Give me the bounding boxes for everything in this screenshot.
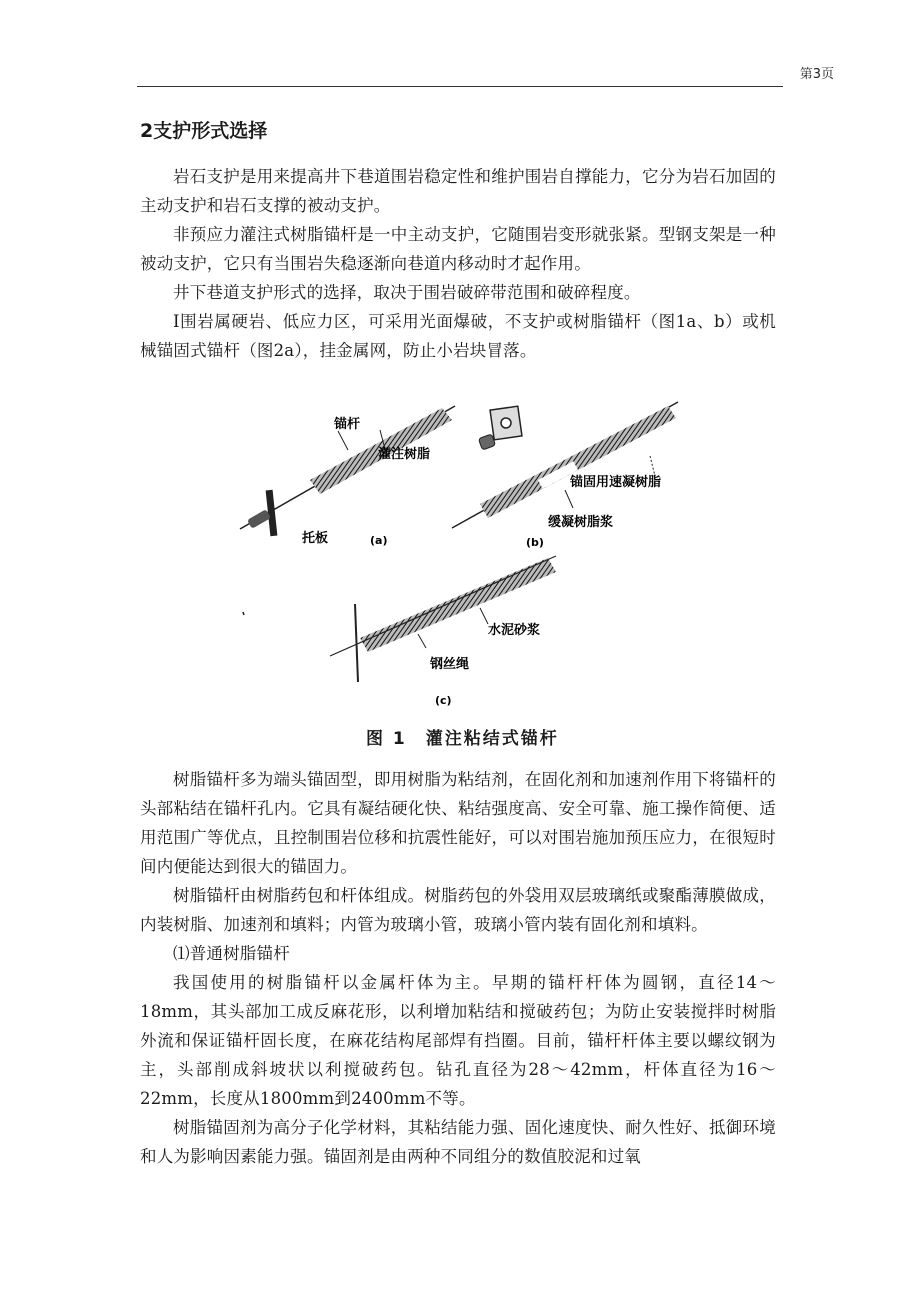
label-fast-resin: 锚固用速凝树脂 bbox=[570, 475, 662, 490]
bolt-b-drawing bbox=[452, 402, 678, 549]
paragraph: 非预应力灌注式树脂锚杆是一中主动支护，它随围岩变形就张紧。型钢支架是一种被动支护，它只有当围岩失稳逐渐向巷道内移动时才起作用。 bbox=[140, 225, 776, 273]
paragraph: Ⅰ围岩属硬岩、低应力区，可采用光面爆破，不支护或树脂锚杆（图1a、b）或机械锚固式锚杆（图2a），挂金属网，防止小岩块冒落。 bbox=[140, 312, 776, 360]
label-c: (c) bbox=[435, 694, 452, 707]
label-wire-rope: 钢丝绳 bbox=[430, 657, 470, 672]
intro-text bbox=[140, 162, 776, 365]
paragraph: 我国使用的树脂锚杆以金属杆体为主。早期的锚杆杆体为圆钢，直径14～18mm，其头部加工成反麻花形，以利增加粘结和搅破药包；为防止安装搅拌时树脂外流和保证锚杆固长度，在麻花结构尾部焊有挡圈。目前，锚杆杆体主要以螺纹钢为主，头部削成斜坡状以利搅破药包。钻孔直径为28～42mm，杆体直径为16～22mm，长度从1800mm到2400mm不等。 bbox=[140, 973, 776, 1108]
label-tray: 托板 bbox=[302, 531, 329, 546]
paragraph: 岩石支护是用来提高井下巷道围岩稳定性和维护围岩自撑能力，它分为岩石加固的主动支护和岩石支撑的被动支护。 bbox=[140, 167, 776, 215]
paragraph: 树脂锚杆多为端头锚固型，即用树脂为粘结剂，在固化剂和加速剂作用下将锚杆的头部粘结在锚杆孔内。它具有凝结硬化快、粘结强度高、安全可靠、施工操作简便、适用范围广等优点，且控制围岩位移和抗震性能好，可以对围岩施加预压应力，在很短时间内便能达到很大的锚固力。 bbox=[140, 770, 776, 876]
label-cement-mortar: 水泥砂浆 bbox=[488, 623, 541, 638]
figure-caption: 图 1 灌注粘结式锚杆 bbox=[366, 729, 559, 749]
label-grout-resin: 灌注树脂 bbox=[378, 447, 431, 462]
tray-plate-icon bbox=[478, 406, 522, 450]
header-rule bbox=[137, 86, 783, 87]
label-b: (b) bbox=[526, 536, 544, 549]
label-bolt: 锚杆 bbox=[334, 417, 361, 432]
label-a: (a) bbox=[370, 534, 388, 547]
bolt-c-drawing bbox=[243, 556, 556, 707]
paragraph: 树脂锚固剂为高分子化学材料，其粘结能力强、固化速度快、耐久性好、抵御环境和人为影响因素能力强。锚固剂是由两种不同组分的数值胶泥和过氧 bbox=[140, 1118, 776, 1166]
figure-1 bbox=[230, 386, 700, 756]
section-title: 2支护形式选择 bbox=[140, 120, 268, 142]
paragraph: 树脂锚杆由树脂药包和杆体组成。树脂药包的外袋用双层玻璃纸或聚酯薄膜做成，内装树脂、加速剂和填料；内管为玻璃小管，玻璃小管内装有固化剂和填料。 bbox=[140, 886, 776, 934]
page-number: 第3页 bbox=[799, 67, 834, 82]
subheading: ⑴普通树脂锚杆 bbox=[173, 944, 290, 963]
bolt-illustration bbox=[230, 386, 700, 716]
label-slow-resin: 缓凝树脂浆 bbox=[548, 515, 614, 530]
paragraph: 井下巷道支护形式的选择，取决于围岩破碎带范围和破碎程度。 bbox=[173, 283, 641, 302]
bolt-a-drawing bbox=[240, 406, 455, 547]
body-text bbox=[140, 765, 776, 1171]
